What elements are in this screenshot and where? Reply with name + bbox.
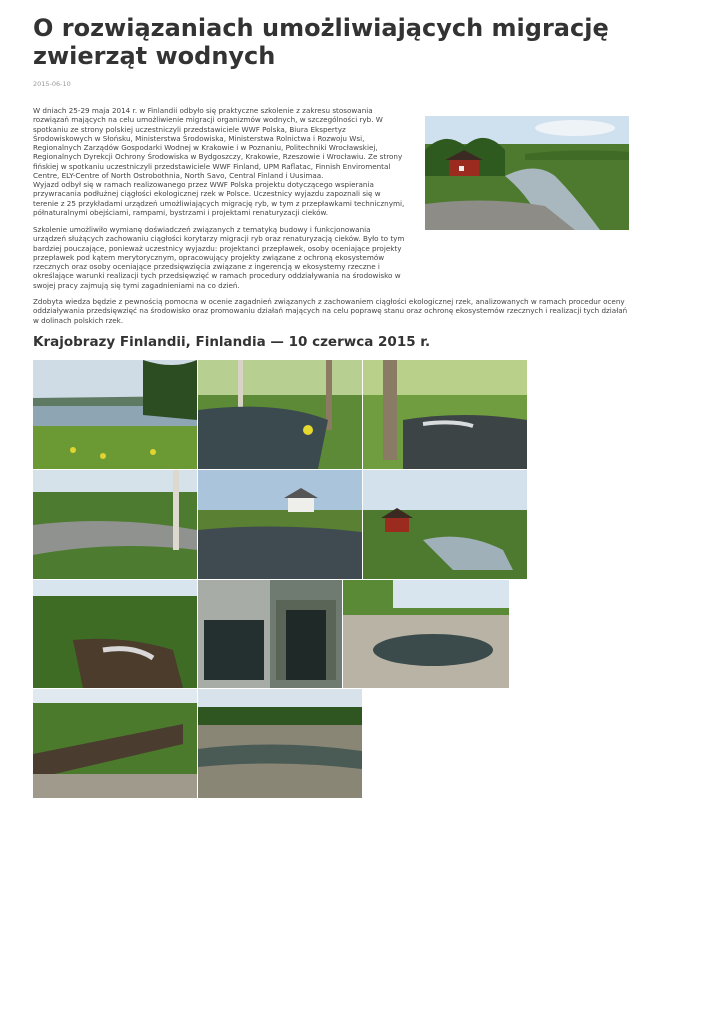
gallery-thumb-7[interactable]: [33, 580, 197, 688]
river-red-cabin-photo-icon: [425, 116, 629, 230]
gallery-thumb-3[interactable]: [363, 360, 527, 469]
pond-gravel-photo-icon: [343, 580, 509, 688]
fish-pass-concrete-photo-icon: [198, 580, 342, 688]
gallery-heading: Krajobrazy Finlandii, Finlandia — 10 czerwca 2015 r.: [33, 334, 431, 350]
red-cabin-stream-photo-icon: [363, 470, 527, 579]
hero-photo[interactable]: [425, 116, 629, 230]
rapids-photo-icon: [363, 360, 527, 469]
stone-riverbed-photo-icon: [198, 689, 362, 798]
page-title: O rozwiązaniach umożliwiających migrację zwierząt wodnych: [33, 14, 609, 70]
gallery-thumb-5[interactable]: [198, 470, 362, 579]
gallery-thumb-6[interactable]: [363, 470, 527, 579]
gallery-thumb-2[interactable]: [198, 360, 362, 469]
wooden-ramp-photo-icon: [33, 689, 197, 798]
forest-rapids-photo-icon: [33, 580, 197, 688]
paragraph-4: Zdobyta wiedza będzie z pewnością pomocna w ocenie zagadnień związanych z zachowaniem ciągłości ekologicznej rzek, analizowanych w ramach procedur oceny oddziaływania przedsięwzięć na środowisko oraz promowaniu działań mających na celu poprawę stanu oraz ochronę ekosystemów rzecznych i realizacji tych działań w dolinach polskich rzek.: [33, 297, 628, 325]
lake-meadow-photo-icon: [33, 360, 197, 469]
white-house-stream-photo-icon: [198, 470, 362, 579]
gallery-thumb-8[interactable]: [198, 580, 342, 688]
gallery-thumb-9[interactable]: [343, 580, 509, 688]
publish-date: 2015-06-10: [33, 80, 71, 88]
rocky-stream-photo-icon: [33, 470, 197, 579]
gallery-thumb-4[interactable]: [33, 470, 197, 579]
gallery-thumb-11[interactable]: [198, 689, 362, 798]
paragraph-1: W dniach 25-29 maja 2014 r. w Finlandii odbyło się praktyczne szkolenie z zakresu stosowania rozwiązań mających na celu umożliwienie migracji organizmów wodnych, w szczególności ryb. W spotkaniu ze strony polskiej uczestniczyli przedstawiciele WWF Polska, Biura Ekspertyz Środowiskowych w Słońsku, Ministerstwa Środowiska, Ministerstwa Rolnictwa i Rozwoju Wsi, Regionalnych Zarządów Gospodarki Wodnej w Krakowie i w Poznaniu, Politechniki Wrocławskiej, Regionalnych Dyrekcji Ochrony Środowiska w Bydgoszczy, Krakowie, Rzeszowie i Wrocławiu. Ze strony fińskiej w spotkaniu uczestniczyli przedstawiciele WWF Finland, UPM Raflatac, Finnish Enviromental Centre, ELY-Centre of North Ostrobothnia, North Savo, Central Finland i Uusimaa.: [33, 106, 403, 181]
gallery-thumb-1[interactable]: [33, 360, 197, 469]
forest-river-photo-icon: [198, 360, 362, 469]
paragraph-2: Wyjazd odbył się w ramach realizowanego przez WWF Polska projektu dotyczącego wspierania przywracania podłużnej ciągłości ekologicznej rzek w Polsce. Uczestnicy wyjazdu zapoznali się w terenie z 25 przykładami urządzeń umożliwiających migrację ryb, w tym z przepławkami technicznymi, półnaturalnymi obejściami, rampami, bystrzami i projektami renaturyzacji cieków.: [33, 180, 405, 217]
paragraph-3: Szkolenie umożliwiło wymianę doświadczeń związanych z tematyką budowy i funkcjonowania urządzeń służących zachowaniu ciągłości korytarzy migracji ryb oraz renaturyzacją cieków. Było to tym bardziej pouczające, ponieważ uczestnicy wyjazdu: projektanci przepławek, osoby oceniające projekty przepławek pod kątem merytorycznym, opracowujący projekty związane z ochroną ekosystemów rzecznych oraz osoby oceniające przedsięwzięcia związane z ingerencją w ekosystemy rzeczne i określające warunki realizacji tych przedsięwzięć w ramach procedury oddziaływania na środowisko w swojej pracy zajmują się tymi zagadnieniami na co dzień.: [33, 225, 405, 290]
gallery-thumb-10[interactable]: [33, 689, 197, 798]
photo-gallery: [33, 360, 533, 800]
